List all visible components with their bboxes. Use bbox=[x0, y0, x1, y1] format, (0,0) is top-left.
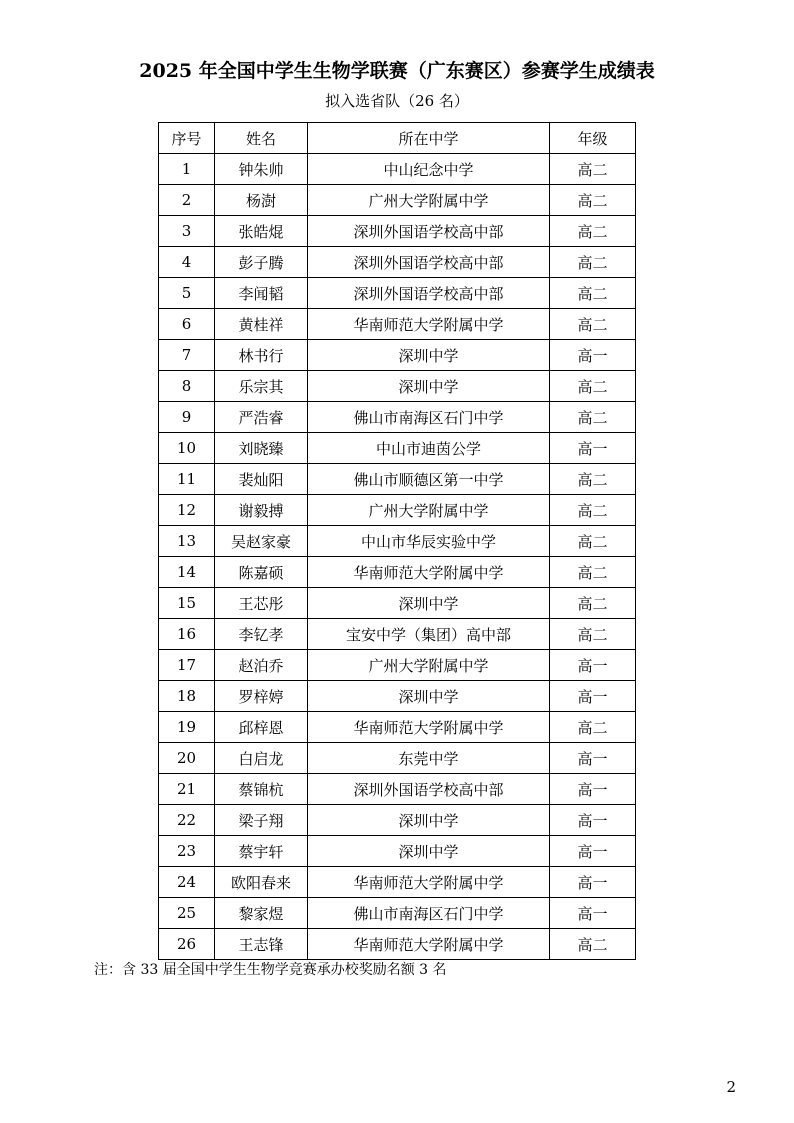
cell-student-name: 黄桂祥 bbox=[215, 309, 308, 340]
cell-grade: 高二 bbox=[550, 154, 636, 185]
cell-school: 深圳中学 bbox=[308, 340, 550, 371]
cell-student-name: 赵泊乔 bbox=[215, 650, 308, 681]
cell-index: 5 bbox=[159, 278, 215, 309]
header-name: 姓名 bbox=[215, 123, 308, 154]
cell-student-name: 裴灿阳 bbox=[215, 464, 308, 495]
table-row bbox=[159, 836, 636, 867]
cell-student-name: 杨澍 bbox=[215, 185, 308, 216]
cell-student-name: 蔡锦杭 bbox=[215, 774, 308, 805]
cell-grade: 高一 bbox=[550, 340, 636, 371]
cell-school: 广州大学附属中学 bbox=[308, 495, 550, 526]
table-row bbox=[159, 805, 636, 836]
table-row bbox=[159, 898, 636, 929]
cell-grade: 高二 bbox=[550, 588, 636, 619]
cell-grade: 高二 bbox=[550, 526, 636, 557]
cell-student-name: 白启龙 bbox=[215, 743, 308, 774]
cell-school: 广州大学附属中学 bbox=[308, 650, 550, 681]
table-row bbox=[159, 340, 636, 371]
cell-school: 佛山市顺德区第一中学 bbox=[308, 464, 550, 495]
cell-grade: 高一 bbox=[550, 774, 636, 805]
cell-index: 25 bbox=[159, 898, 215, 929]
cell-grade: 高一 bbox=[550, 867, 636, 898]
table-header-row bbox=[159, 123, 636, 154]
header-index: 序号 bbox=[159, 123, 215, 154]
cell-grade: 高二 bbox=[550, 712, 636, 743]
header-school: 所在中学 bbox=[308, 123, 550, 154]
cell-student-name: 彭子腾 bbox=[215, 247, 308, 278]
cell-grade: 高二 bbox=[550, 464, 636, 495]
cell-school: 华南师范大学附属中学 bbox=[308, 867, 550, 898]
cell-grade: 高二 bbox=[550, 309, 636, 340]
cell-student-name: 林书行 bbox=[215, 340, 308, 371]
cell-index: 22 bbox=[159, 805, 215, 836]
table-row bbox=[159, 371, 636, 402]
table-row bbox=[159, 867, 636, 898]
cell-index: 15 bbox=[159, 588, 215, 619]
cell-student-name: 蔡宇轩 bbox=[215, 836, 308, 867]
cell-student-name: 严浩睿 bbox=[215, 402, 308, 433]
cell-grade: 高二 bbox=[550, 185, 636, 216]
table-row bbox=[159, 247, 636, 278]
page-number: 2 bbox=[726, 1078, 736, 1096]
cell-grade: 高二 bbox=[550, 278, 636, 309]
cell-school: 深圳中学 bbox=[308, 681, 550, 712]
table-row bbox=[159, 309, 636, 340]
cell-index: 16 bbox=[159, 619, 215, 650]
cell-index: 14 bbox=[159, 557, 215, 588]
cell-grade: 高一 bbox=[550, 433, 636, 464]
table-row bbox=[159, 154, 636, 185]
cell-grade: 高一 bbox=[550, 898, 636, 929]
cell-school: 深圳外国语学校高中部 bbox=[308, 278, 550, 309]
cell-school: 深圳中学 bbox=[308, 588, 550, 619]
cell-school: 深圳中学 bbox=[308, 805, 550, 836]
cell-student-name: 王志锋 bbox=[215, 929, 308, 960]
cell-school: 中山纪念中学 bbox=[308, 154, 550, 185]
cell-school: 广州大学附属中学 bbox=[308, 185, 550, 216]
cell-index: 9 bbox=[159, 402, 215, 433]
cell-school: 佛山市南海区石门中学 bbox=[308, 402, 550, 433]
cell-school: 华南师范大学附属中学 bbox=[308, 712, 550, 743]
cell-school: 深圳外国语学校高中部 bbox=[308, 247, 550, 278]
cell-index: 11 bbox=[159, 464, 215, 495]
cell-index: 2 bbox=[159, 185, 215, 216]
cell-grade: 高二 bbox=[550, 557, 636, 588]
cell-grade: 高一 bbox=[550, 836, 636, 867]
cell-index: 8 bbox=[159, 371, 215, 402]
cell-student-name: 陈嘉硕 bbox=[215, 557, 308, 588]
table-row bbox=[159, 464, 636, 495]
table-row bbox=[159, 743, 636, 774]
table-row bbox=[159, 402, 636, 433]
cell-student-name: 梁子翔 bbox=[215, 805, 308, 836]
cell-student-name: 刘晓臻 bbox=[215, 433, 308, 464]
cell-student-name: 张皓焜 bbox=[215, 216, 308, 247]
cell-school: 东莞中学 bbox=[308, 743, 550, 774]
cell-school: 中山市迪茵公学 bbox=[308, 433, 550, 464]
cell-school: 华南师范大学附属中学 bbox=[308, 309, 550, 340]
cell-index: 24 bbox=[159, 867, 215, 898]
cell-index: 17 bbox=[159, 650, 215, 681]
cell-school: 华南师范大学附属中学 bbox=[308, 929, 550, 960]
cell-index: 1 bbox=[159, 154, 215, 185]
cell-index: 26 bbox=[159, 929, 215, 960]
cell-student-name: 王芯彤 bbox=[215, 588, 308, 619]
table-row bbox=[159, 495, 636, 526]
cell-grade: 高二 bbox=[550, 929, 636, 960]
results-table bbox=[158, 122, 636, 960]
document-title: 2025 年全国中学生生物学联赛（广东赛区）参赛学生成绩表 bbox=[139, 60, 655, 82]
table-row bbox=[159, 650, 636, 681]
cell-school: 中山市华辰实验中学 bbox=[308, 526, 550, 557]
cell-student-name: 谢毅搏 bbox=[215, 495, 308, 526]
cell-index: 7 bbox=[159, 340, 215, 371]
cell-grade: 高二 bbox=[550, 402, 636, 433]
cell-grade: 高二 bbox=[550, 216, 636, 247]
cell-school: 深圳外国语学校高中部 bbox=[308, 216, 550, 247]
table-row bbox=[159, 774, 636, 805]
cell-school: 华南师范大学附属中学 bbox=[308, 557, 550, 588]
table-row bbox=[159, 681, 636, 712]
cell-grade: 高一 bbox=[550, 743, 636, 774]
cell-grade: 高二 bbox=[550, 371, 636, 402]
table-row bbox=[159, 216, 636, 247]
cell-index: 12 bbox=[159, 495, 215, 526]
cell-grade: 高一 bbox=[550, 805, 636, 836]
cell-student-name: 罗梓婷 bbox=[215, 681, 308, 712]
table-row bbox=[159, 712, 636, 743]
cell-student-name: 欧阳春来 bbox=[215, 867, 308, 898]
cell-index: 23 bbox=[159, 836, 215, 867]
cell-grade: 高二 bbox=[550, 495, 636, 526]
table-row bbox=[159, 619, 636, 650]
footnote: 注：含 33 届全国中学生生物学竞赛承办校奖励名额 3 名 bbox=[94, 962, 447, 978]
cell-index: 3 bbox=[159, 216, 215, 247]
cell-index: 13 bbox=[159, 526, 215, 557]
cell-index: 21 bbox=[159, 774, 215, 805]
table-row bbox=[159, 526, 636, 557]
header-grade: 年级 bbox=[550, 123, 636, 154]
cell-grade: 高二 bbox=[550, 619, 636, 650]
cell-grade: 高一 bbox=[550, 650, 636, 681]
cell-student-name: 黎家煜 bbox=[215, 898, 308, 929]
cell-school: 佛山市南海区石门中学 bbox=[308, 898, 550, 929]
cell-grade: 高二 bbox=[550, 247, 636, 278]
table-row bbox=[159, 185, 636, 216]
table-row bbox=[159, 557, 636, 588]
cell-school: 宝安中学（集团）高中部 bbox=[308, 619, 550, 650]
cell-school: 深圳中学 bbox=[308, 371, 550, 402]
cell-index: 20 bbox=[159, 743, 215, 774]
table-row bbox=[159, 278, 636, 309]
table-body bbox=[159, 154, 636, 960]
cell-student-name: 李闻韬 bbox=[215, 278, 308, 309]
cell-index: 4 bbox=[159, 247, 215, 278]
cell-school: 深圳外国语学校高中部 bbox=[308, 774, 550, 805]
table-row bbox=[159, 929, 636, 960]
cell-index: 18 bbox=[159, 681, 215, 712]
table-row bbox=[159, 588, 636, 619]
document-subtitle: 拟入选省队（26 名） bbox=[325, 92, 469, 110]
cell-index: 19 bbox=[159, 712, 215, 743]
cell-student-name: 乐宗其 bbox=[215, 371, 308, 402]
cell-student-name: 吴赵家豪 bbox=[215, 526, 308, 557]
cell-student-name: 李钇孝 bbox=[215, 619, 308, 650]
cell-grade: 高一 bbox=[550, 681, 636, 712]
table-row bbox=[159, 433, 636, 464]
cell-school: 深圳中学 bbox=[308, 836, 550, 867]
cell-student-name: 邱梓恩 bbox=[215, 712, 308, 743]
cell-index: 6 bbox=[159, 309, 215, 340]
cell-student-name: 钟朱帅 bbox=[215, 154, 308, 185]
cell-index: 10 bbox=[159, 433, 215, 464]
